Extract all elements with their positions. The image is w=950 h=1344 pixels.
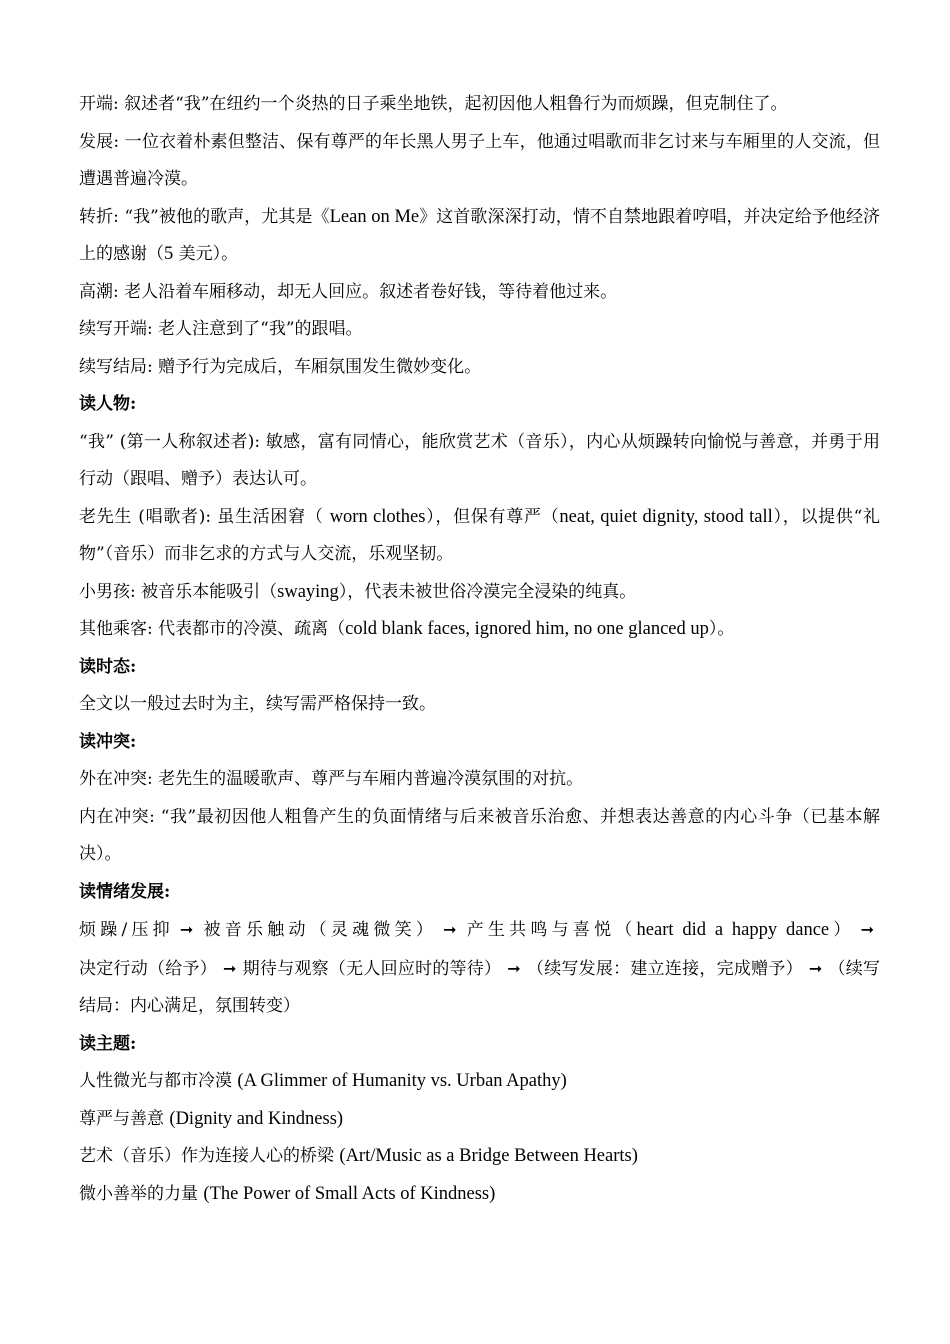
old-man-dignity: neat, quiet dignity, stood tall (559, 506, 773, 527)
others-en: cold blank faces, ignored him, no one glanced up (345, 619, 709, 639)
old-man-b: ），但保有尊严（ (425, 506, 560, 527)
theme-2-cn: 尊严与善意 (79, 1108, 170, 1129)
emotion-step-4: 决定行动（给予） (79, 958, 217, 979)
arrow-right-icon: ➞ (507, 958, 521, 978)
characters-heading: 读人物: (79, 394, 137, 414)
old-man-a: 老先生 (唱歌者): 虽生活困窘（ (79, 506, 330, 527)
others-b: ）。 (708, 619, 735, 639)
theme-4-en: (The Power of Small Acts of Kindness) (203, 1183, 496, 1204)
theme-1-en: (A Glimmer of Humanity vs. Urban Apathy) (237, 1071, 567, 1091)
theme-2 (79, 1101, 880, 1139)
arrow-right-icon: ➞ (222, 958, 237, 978)
plot-climax: 高潮: 老人沿着车厢移动，却无人回应。叙述者卷好钱，等待着他过来。 (79, 281, 618, 302)
conflict-heading: 读冲突: (79, 731, 137, 752)
emotion-step-7: （续写结局：内心满足，氛围转变） (79, 958, 881, 1016)
emotion-chain (79, 911, 880, 1026)
theme-3-cn: 艺术（音乐）作为连接人心的桥梁 (79, 1146, 340, 1166)
theme-1-cn: 人性微光与都市冷漠 (79, 1071, 238, 1091)
plot-opening: 开端: 叙述者“我”在纽约一个炎热的日子乘坐地铁，起初因他人粗鲁行为而烦躁，但克制住了。 (79, 94, 788, 114)
boy-b: ），代表未被世俗冷漠完全浸染的纯真。 (338, 581, 637, 602)
theme-2-en: (Dignity and Kindness) (169, 1108, 344, 1129)
conflict-external: 外在冲突: 老先生的温暖歌声、尊严与车厢内普遍冷漠氛围的对抗。 (79, 769, 584, 789)
plot-turn-song: Lean on Me (329, 206, 420, 227)
plot-turn-prefix: 转折: “我”被他的歌声，尤其是《 (79, 206, 330, 227)
theme-1 (79, 1063, 880, 1101)
character-old-man (79, 499, 880, 574)
emotion-step-3-en: heart did a happy dance (636, 920, 830, 940)
conflict-internal: 内在冲突: “我”最初因他人粗鲁产生的负面情绪与后来被音乐治愈、并想表达善意的内心斗争（已基本解决）。 (79, 806, 880, 864)
theme-3 (79, 1138, 880, 1176)
theme-4-cn: 微小善举的力量 (79, 1183, 204, 1204)
plot-turn (79, 199, 880, 274)
emotion-step-3b: ） (829, 920, 855, 940)
old-man-c: ），以提供“礼物”（音乐）而非乞求的方式与人交流，乐观坚韧。 (79, 506, 881, 564)
arrow-right-icon: ➞ (808, 958, 823, 978)
plot-development: 发展: 一位衣着朴素但整洁、保有尊严的年长黑人男子上车，他通过唱歌而非乞讨来与车厢里的人交流，但遭遇普遍冷漠。 (79, 131, 880, 189)
character-others (79, 611, 880, 649)
arrow-right-icon: ➞ (179, 920, 194, 939)
emotion-step-5: 期待与观察（无人回应时的等待） (242, 958, 502, 979)
plot-turn-end: 美元）。 (173, 244, 239, 264)
boy-swaying: swaying (277, 581, 339, 602)
character-boy (79, 574, 880, 612)
theme-heading: 读主题: (79, 1033, 137, 1054)
arrow-right-icon: ➞ (860, 920, 875, 939)
others-a: 其他乘客: 代表都市的冷漠、疏离（ (79, 619, 346, 639)
plot-continuation-start: 续写开端: 老人注意到了“我”的跟唱。 (79, 319, 363, 339)
theme-4 (79, 1176, 880, 1214)
boy-a: 小男孩: 被音乐本能吸引（ (79, 581, 278, 602)
old-man-worn: worn clothes (329, 506, 426, 527)
plot-continuation-end: 续写结局: 赠予行为完成后，车厢氛围发生微妙变化。 (79, 356, 482, 377)
plot-turn-amount: 5 (164, 244, 174, 264)
theme-3-en: (Art/Music as a Bridge Between Hearts) (339, 1146, 638, 1166)
emotion-heading: 读情绪发展: (79, 881, 171, 902)
emotion-step-1: 烦躁/压抑 (79, 920, 174, 940)
arrow-right-icon: ➞ (443, 920, 457, 939)
tense-text: 全文以一般过去时为主，续写需严格保持一致。 (79, 694, 436, 714)
emotion-step-2: 被音乐触动（灵魂微笑） (199, 920, 438, 940)
plot-turn-suffix: 》这首歌深深打动，情不自禁地跟着哼唱，并决定给予他经济上的感谢（ (79, 206, 881, 264)
emotion-step-6: （续写发展：建立连接，完成赠予） (526, 958, 803, 979)
emotion-step-3a: 产生共鸣与喜悦（ (462, 920, 637, 940)
character-me: “我” (第一人称叙述者): 敏感，富有同情心，能欣赏艺术（音乐），内心从烦躁转向愉悦与善意，并勇于用行动（跟唱、赠予）表达认可。 (79, 431, 880, 489)
tense-heading: 读时态: (79, 656, 137, 677)
